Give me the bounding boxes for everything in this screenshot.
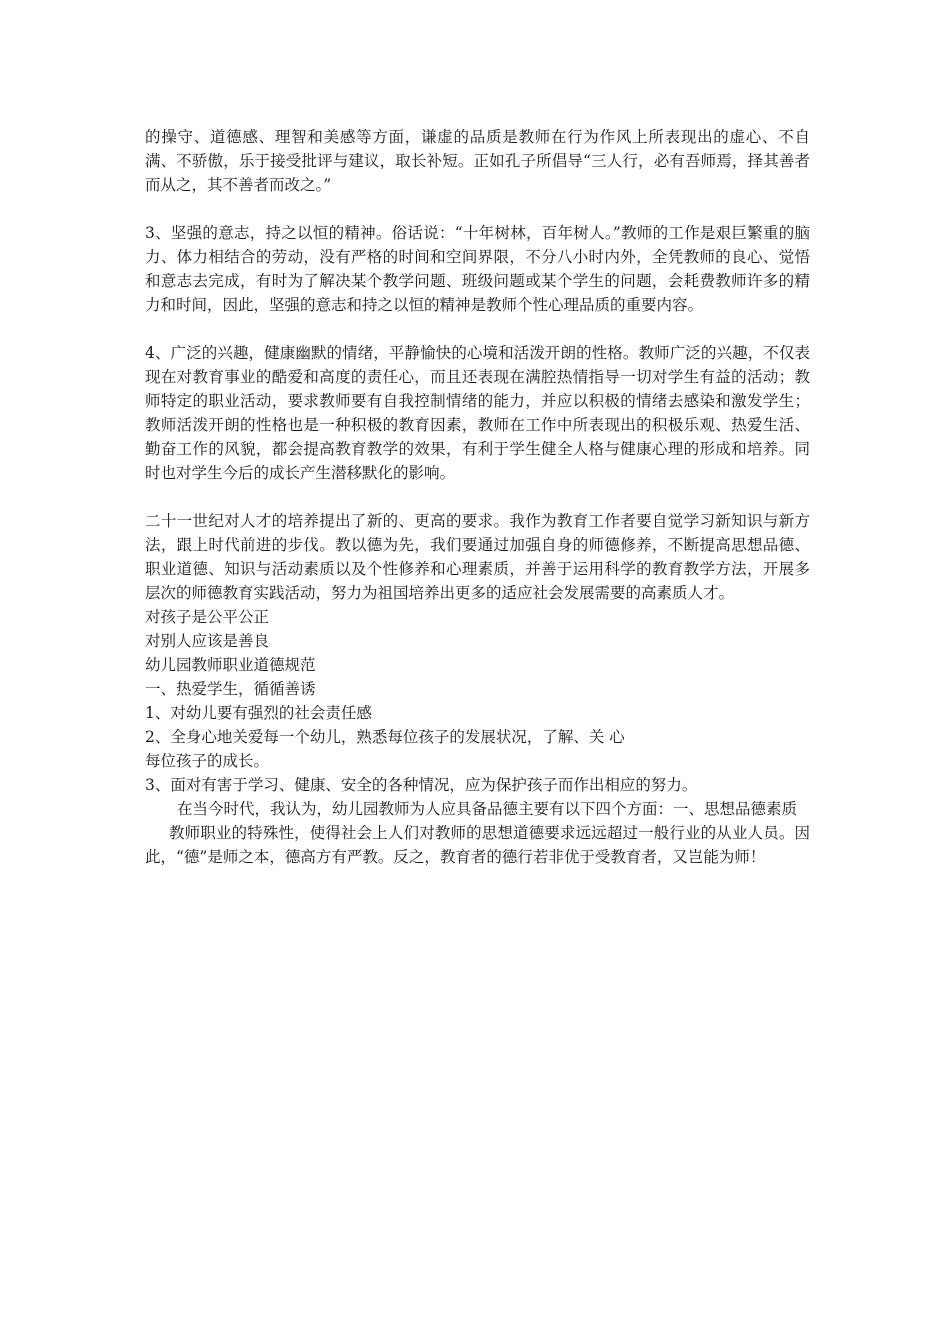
line-fair-to-children: 对孩子是公平公正 (145, 608, 270, 626)
document-body (145, 125, 810, 869)
list-item-2: 2、全身心地关爱每一个幼儿，熟悉每位孩子的发展状况，了解、关 心 (145, 728, 625, 746)
paragraph-strong-will: 3、坚强的意志，持之以恒的精神。俗话说：“十年树林，百年树人。”教师的工作是艰巨繁重的脑力、体力相结合的劳动，没有严格的时间和空间界限，不分八小时内外，全凭教师的良心、觉悟和意志去完成，有时为了解决某个教学问题、班级问题或某个学生的问题，会耗费教师许多的精力和时间，因此，坚强的意志和持之以恒的精神是教师个性心理品质的重要内容。 (145, 224, 810, 314)
heading-kindergarten-ethics: 幼儿园教师职业道德规范 (145, 656, 316, 674)
list-item-2-continued: 每位孩子的成长。 (145, 752, 270, 770)
list-item-1: 1、对幼儿要有强烈的社会责任感 (145, 704, 372, 722)
paragraph-four-aspects: 在当今时代，我认为，幼儿园教师为人应具备品德主要有以下四个方面：一、思想品德素质 (177, 800, 798, 818)
paragraph-teacher-profession: 教师职业的特殊性，使得社会上人们对教师的思想道德要求远远超过一般行业的从业人员。因此，“德”是师之本，德高方有严教。反之，教育者的德行若非优于受教育者，又岂能为师！ (145, 824, 810, 866)
paragraph-21st-century: 二十一世纪对人才的培养提出了新的、更高的要求。我作为教育工作者要自觉学习新知识与新方法，跟上时代前进的步伐。教以德为先，我们要通过加强自身的师德修养，不断提高思想品德、职业道德、知识与活动素质以及个性修养和心理素质，并善于运用科学的教育教学方法，开展多层次的师德教育实践活动，努力为祖国培养出更多的适应社会发展需要的高素质人才。 (145, 512, 810, 602)
list-item-3: 3、面对有害于学习、健康、安全的各种情况，应为保护孩子而作出相应的努力。 (145, 776, 698, 794)
paragraph-moral-qualities: 的操守、道德感、理智和美感等方面，谦虚的品质是教师在行为作风上所表现出的虚心、不自满、不骄傲，乐于接受批评与建议，取长补短。正如孔子所倡导“三人行，必有吾师焉，择其善者而从之，其不善者而改之。” (145, 128, 810, 194)
paragraph-broad-interests: 4、广泛的兴趣，健康幽默的情绪，平静愉快的心境和活泼开朗的性格。教师广泛的兴趣，不仅表现在对教育事业的酷爱和高度的责任心，而且还表现在满腔热情指导一切对学生有益的活动；教师特定的职业活动，要求教师要有自我控制情绪的能力，并应以积极的情绪去感染和激发学生；教师活泼开朗的性格也是一种积极的教育因素，教师在工作中所表现出的积极乐观、热爱生活、勤奋工作的风貌，都会提高教育教学的效果，有利于学生健全人格与健康心理的形成和培养。同时也对学生今后的成长产生潜移默化的影响。 (145, 344, 810, 482)
heading-love-students: 一、热爱学生，循循善诱 (145, 680, 316, 698)
line-kind-to-others: 对别人应该是善良 (145, 632, 270, 650)
